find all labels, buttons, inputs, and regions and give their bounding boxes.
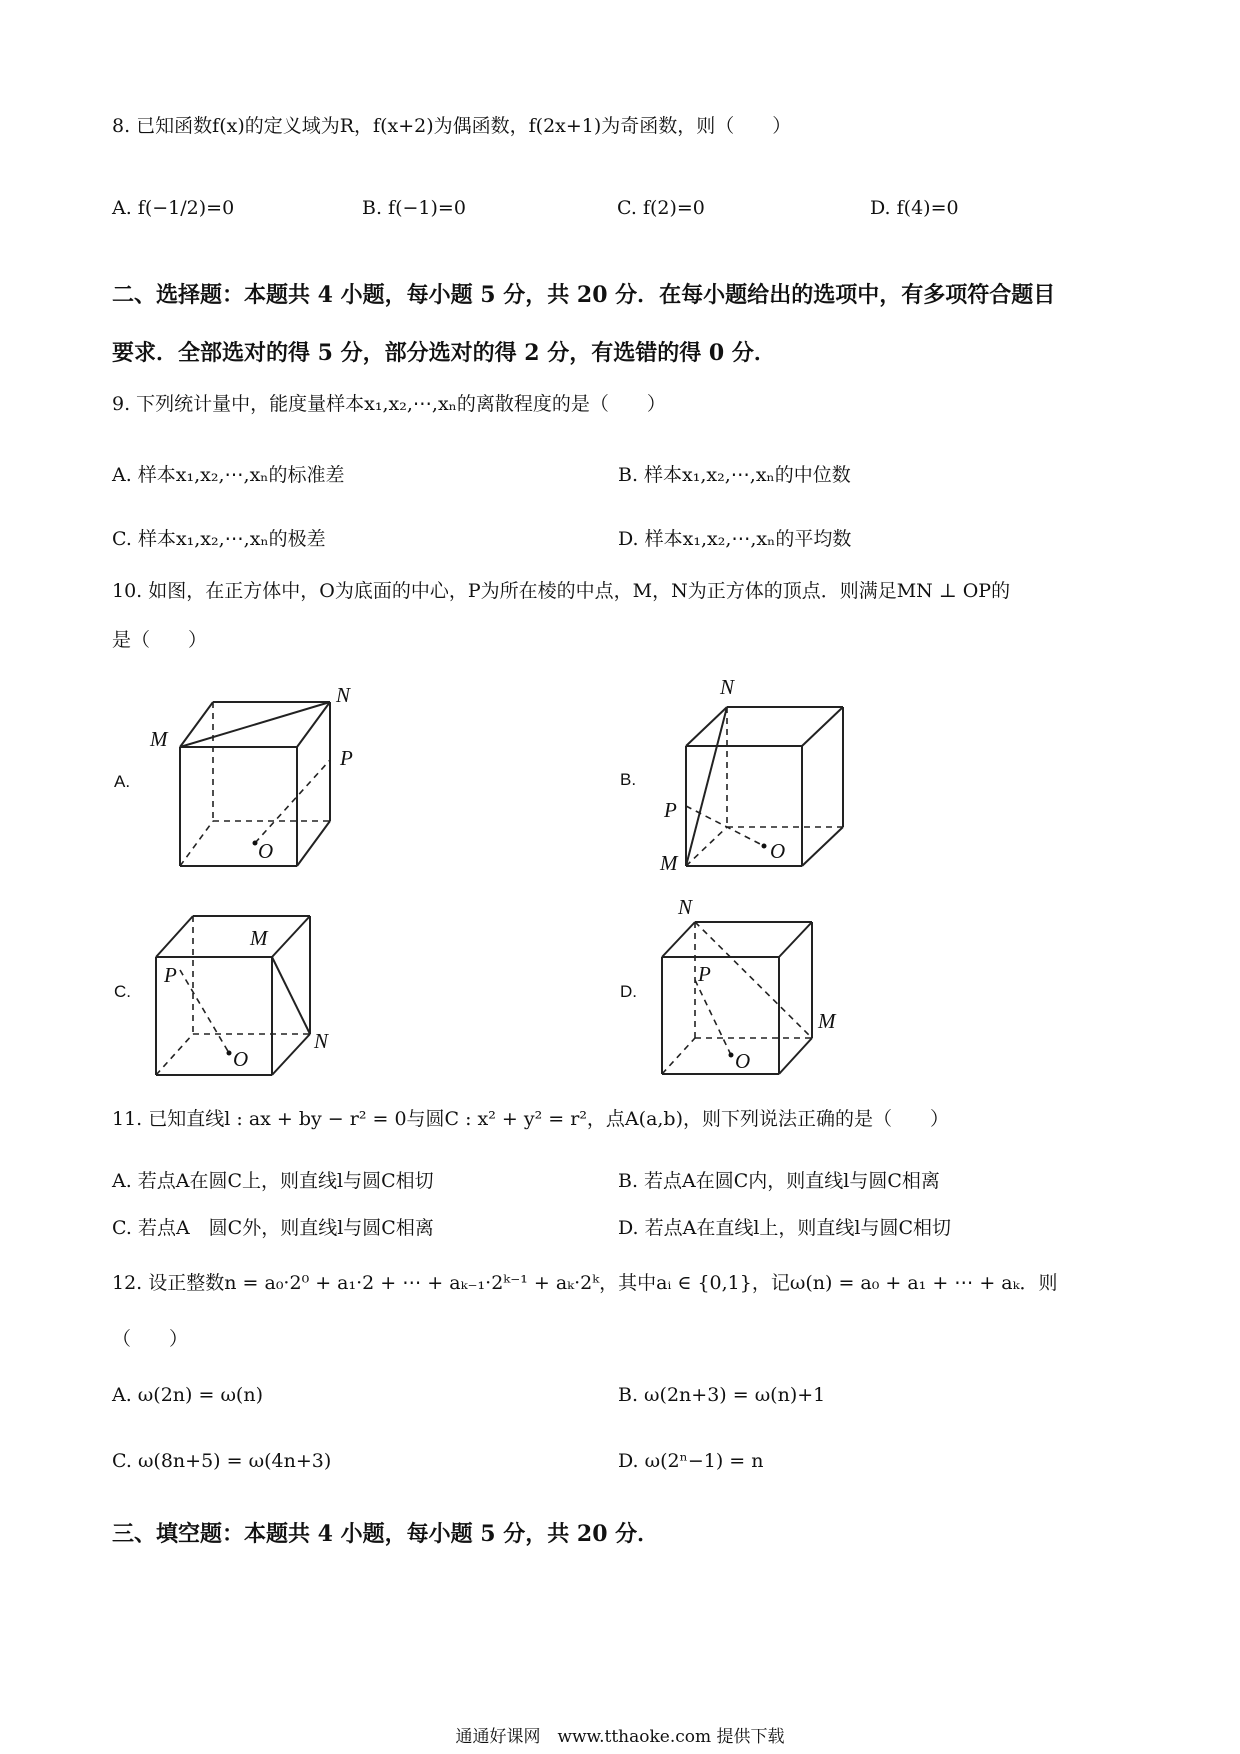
- label-n: N: [720, 675, 735, 699]
- q12-option-d: D. ω(2ⁿ−1) = n: [618, 1450, 764, 1472]
- section3-heading: 三、填空题：本题共 4 小题，每小题 5 分，共 20 分．: [112, 1521, 660, 1547]
- label-m: M: [660, 851, 678, 875]
- label-m: M: [150, 727, 168, 751]
- label-n: N: [678, 895, 693, 919]
- q11-option-a: A. 若点A在圆C上，则直线l与圆C相切: [112, 1170, 434, 1192]
- cube-figure-d: [650, 895, 910, 1080]
- q12-option-a: A. ω(2n) = ω(n): [112, 1384, 263, 1406]
- label-p: P: [664, 798, 677, 822]
- figure-a-label: A.: [114, 772, 131, 791]
- q12-stem-line2: （ ）: [112, 1328, 189, 1350]
- cube-figure-a: [140, 680, 400, 880]
- section2-heading-line2: 要求．全部选对的得 5 分，部分选对的得 2 分，有选错的得 0 分．: [112, 340, 776, 366]
- q9-stem: 9. 下列统计量中，能度量样本x₁,x₂,⋯,xₙ的离散程度的是（ ）: [112, 393, 666, 415]
- figure-c-label: C.: [114, 982, 131, 1001]
- label-n: N: [336, 683, 351, 707]
- q8-option-a: A. f(−1/2)=0: [112, 197, 235, 219]
- q12-stem-line1: 12. 设正整数n = a₀·2⁰ + a₁·2 + ⋯ + aₖ₋₁·2ᵏ⁻¹ + aₖ·2ᵏ，其中aᵢ ∈ {0,1}，记ω(n) = a₀ + a₁ + ⋯ + aₖ．则: [112, 1272, 1058, 1294]
- q9-option-c: C. 样本x₁,x₂,⋯,xₙ的极差: [112, 528, 326, 550]
- label-m: M: [250, 926, 268, 950]
- q9-option-a: A. 样本x₁,x₂,⋯,xₙ的标准差: [112, 464, 345, 486]
- label-o: O: [233, 1047, 249, 1071]
- section2-heading-line1: 二、选择题：本题共 4 小题，每小题 5 分，共 20 分．在每小题给出的选项中，有多项符合题目: [112, 282, 1056, 308]
- q8-option-d: D. f(4)=0: [870, 197, 959, 219]
- q8-stem: 8. 已知函数f(x)的定义域为R，f(x+2)为偶函数，f(2x+1)为奇函数，则（ ）: [112, 115, 792, 137]
- label-p: P: [698, 962, 711, 986]
- q8-option-b: B. f(−1)=0: [362, 197, 466, 219]
- label-o: O: [735, 1049, 751, 1073]
- q11-option-c: C. 若点A 圆C外，则直线l与圆C相离: [112, 1217, 434, 1239]
- label-p: P: [340, 746, 353, 770]
- label-p: P: [164, 963, 177, 987]
- label-o: O: [770, 839, 786, 863]
- q8-option-c: C. f(2)=0: [617, 197, 705, 219]
- q11-stem: 11. 已知直线l : ax + by − r² = 0与圆C : x² + y² = r²，点A(a,b)，则下列说法正确的是（ ）: [112, 1108, 950, 1130]
- q12-option-c: C. ω(8n+5) = ω(4n+3): [112, 1450, 332, 1472]
- q12-option-b: B. ω(2n+3) = ω(n)+1: [618, 1384, 826, 1406]
- q10-stem-line2: 是（ ）: [112, 629, 208, 651]
- q9-option-d: D. 样本x₁,x₂,⋯,xₙ的平均数: [618, 528, 852, 550]
- q11-option-d: D. 若点A在直线l上，则直线l与圆C相切: [618, 1217, 952, 1239]
- cube-figure-c: [140, 900, 400, 1080]
- cube-figure-b: [650, 675, 910, 880]
- label-m: M: [818, 1009, 836, 1033]
- q11-option-b: B. 若点A在圆C内，则直线l与圆C相离: [618, 1170, 940, 1192]
- label-n: N: [314, 1029, 329, 1053]
- figure-d-label: D.: [620, 982, 637, 1001]
- q10-stem-line1: 10. 如图，在正方体中，O为底面的中心，P为所在棱的中点，M，N为正方体的顶点．则满足MN ⊥ OP的: [112, 580, 1011, 602]
- label-o: O: [258, 839, 274, 863]
- q9-option-b: B. 样本x₁,x₂,⋯,xₙ的中位数: [618, 464, 851, 486]
- footer-text: 通通好课网 www.tthaoke.com 提供下载: [455, 1727, 785, 1747]
- figure-b-label: B.: [620, 770, 637, 789]
